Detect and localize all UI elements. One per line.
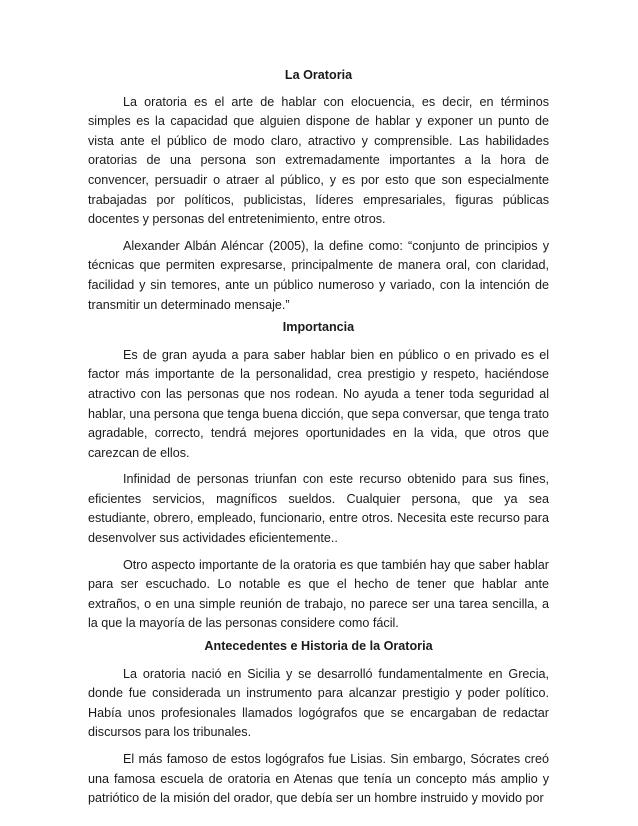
- paragraph-quote: Alexander Albán Aléncar (2005), la define como: “conjunto de principios y técnicas que permiten expresarse, principalmente de manera oral, con claridad, facilidad y sin temores, ante un público numeroso y variado, con la intención de transmitir un determinado mensaje.”: [88, 238, 549, 312]
- paragraph-importancia-3: Otro aspecto importante de la oratoria es que también hay que saber hablar para ser escuchado. Lo notable es que el hecho de tener que hablar ante extraños, o en una simple reunión de trabajo, no parece ser una tarea sencilla, a la que la mayoría de las personas considere como fácil.: [88, 557, 549, 631]
- paragraph-definition: La oratoria es el arte de hablar con elocuencia, es decir, en términos simples es la capacidad que alguien dispone de hablar y exponer un punto de vista ante el público de modo claro, atractivo y comprensible. Las habilidades oratorias de una persona son extremadamente importantes a la hora de convencer, persuadir o atraer al público, y es por esto que son especialmente trabajadas por políticos, publicistas, líderes empresariales, figuras públicas docentes y personas del entretenimiento, entre otros.: [88, 94, 549, 227]
- heading-importancia: Importancia: [282, 320, 355, 335]
- paragraph-historia-1: La oratoria nació en Sicilia y se desarrolló fundamentalmente en Grecia, donde fue considerada un instrumento para alcanzar prestigio y poder político. Había unos profesionales llamados logógrafos que se encargaban de redactar discursos para los tribunales.: [88, 666, 549, 740]
- paragraph-importancia-2: Infinidad de personas triunfan con este recurso obtenido para sus fines, eficientes servicios, magníficos sueldos. Cualquier persona, que ya sea estudiante, obrero, empleado, funcionario, entre otros. Necesita este recurso para desenvolver sus actividades eficientemente..: [88, 472, 549, 546]
- paragraph-importancia-1: Es de gran ayuda a para saber hablar bien en público o en privado es el factor más importante de la personalidad, crea prestigio y respeto, haciéndose atractivo con las personas que nos rodean. No ayuda a tener toda seguridad al hablar, una persona que tenga buena dicción, que sepa conversar, que tenga trato agradable, correcto, tendrá mejores oportunidades en la vida, que otros que carezcan de ellos.: [88, 347, 549, 460]
- document-body: [88, 66, 549, 809]
- paragraph-historia-2: El más famoso de estos logógrafos fue Lisias. Sin embargo, Sócrates creó una famosa escuela de oratoria en Atenas que tenía un concepto más amplio y patriótico de la misión del orador, que debía ser un hombre instruido y movido por: [88, 752, 549, 806]
- heading-historia: Antecedentes e Historia de la Oratoria: [204, 639, 433, 654]
- document-title: La Oratoria: [284, 68, 353, 82]
